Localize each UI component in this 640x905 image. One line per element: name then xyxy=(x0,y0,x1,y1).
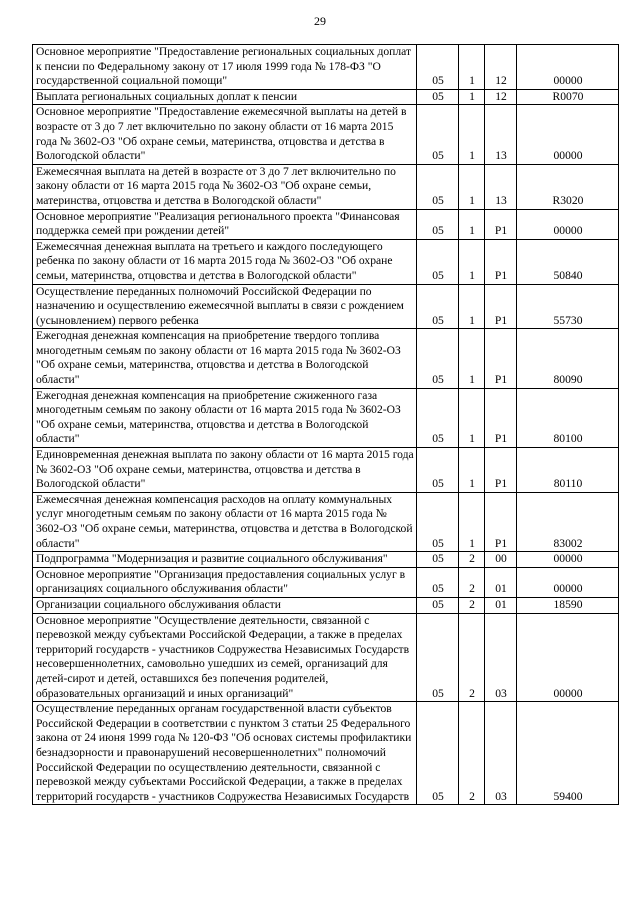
program-code: 2 xyxy=(459,597,485,613)
table-row xyxy=(33,492,619,551)
section-code: 05 xyxy=(417,702,459,805)
row-description: Основное мероприятие "Реализация регионального проекта "Финансовая поддержка семей при рождении детей" xyxy=(33,209,417,239)
table-row xyxy=(33,567,619,597)
program-code: 1 xyxy=(459,89,485,105)
table-body xyxy=(33,45,619,805)
table-row xyxy=(33,702,619,805)
page-number: 29 xyxy=(314,14,326,28)
subprogram-code: 13 xyxy=(485,105,517,164)
row-description: Подпрограмма "Модернизация и развитие социального обслуживания" xyxy=(33,552,417,568)
section-code: 05 xyxy=(417,552,459,568)
row-description: Ежемесячная денежная компенсация расходов на оплату коммунальных услуг многодетным семьям по закону области от 16 марта 2015 года № 3602-ОЗ "Об охране семьи, материнства, отцовства и детства в Вологодской области" xyxy=(33,492,417,551)
expense-direction-code: 80090 xyxy=(517,329,619,388)
expense-direction-code: 00000 xyxy=(517,105,619,164)
program-code: 2 xyxy=(459,613,485,702)
section-code: 05 xyxy=(417,284,459,329)
subprogram-code: 01 xyxy=(485,567,517,597)
row-description: Основное мероприятие "Осуществление деятельности, связанной с перевозкой между субъектами Российской Федерации, а также в пределах территорий государств - участников Содружества Независимых Государств несовершеннолетних, самовольно ушедших из семей, организаций для детей-сирот и детей, оставшихся без попечения родителей, образовательных организаций и иных организаций" xyxy=(33,613,417,702)
row-description: Единовременная денежная выплата по закону области от 16 марта 2015 года № 3602-ОЗ "Об охране семьи, материнства, отцовства и детства в Вологодской области" xyxy=(33,448,417,493)
program-code: 2 xyxy=(459,702,485,805)
subprogram-code: 01 xyxy=(485,597,517,613)
table-row xyxy=(33,105,619,164)
expense-direction-code: 18590 xyxy=(517,597,619,613)
row-description: Осуществление переданных полномочий Российской Федерации по назначению и осуществлению ежемесячной выплаты в связи с рождением (усыновлением) первого ребенка xyxy=(33,284,417,329)
subprogram-code: P1 xyxy=(485,329,517,388)
expense-direction-code: 00000 xyxy=(517,567,619,597)
subprogram-code: 12 xyxy=(485,45,517,90)
subprogram-code: P1 xyxy=(485,284,517,329)
table-row xyxy=(33,388,619,447)
section-code: 05 xyxy=(417,239,459,284)
subprogram-code: P1 xyxy=(485,448,517,493)
subprogram-code: 00 xyxy=(485,552,517,568)
section-code: 05 xyxy=(417,105,459,164)
section-code: 05 xyxy=(417,388,459,447)
section-code: 05 xyxy=(417,329,459,388)
subprogram-code: 03 xyxy=(485,702,517,805)
row-description: Ежегодная денежная компенсация на приобретение твердого топлива многодетным семьям по закону области от 16 марта 2015 года № 3602-ОЗ "Об охране семьи, материнства, отцовства и детства в Вологодской области" xyxy=(33,329,417,388)
program-code: 1 xyxy=(459,492,485,551)
section-code: 05 xyxy=(417,164,459,209)
table-row xyxy=(33,239,619,284)
program-code: 1 xyxy=(459,329,485,388)
program-code: 1 xyxy=(459,164,485,209)
section-code: 05 xyxy=(417,89,459,105)
program-code: 1 xyxy=(459,45,485,90)
expense-direction-code: 00000 xyxy=(517,613,619,702)
subprogram-code: P1 xyxy=(485,388,517,447)
row-description: Выплата региональных социальных доплат к пенсии xyxy=(33,89,417,105)
table-row xyxy=(33,89,619,105)
section-code: 05 xyxy=(417,45,459,90)
program-code: 1 xyxy=(459,284,485,329)
expense-direction-code: 59400 xyxy=(517,702,619,805)
expense-direction-code: 50840 xyxy=(517,239,619,284)
row-description: Осуществление переданных органам государственной власти субъектов Российской Федерации в соответствии с пунктом 3 статьи 25 Федерального закона от 24 июня 1999 года № 120-ФЗ "Об основах системы профилактики безнадзорности и правонарушений несовершеннолетних" полномочий Российской Федерации по осуществлению деятельности, связанной с перевозкой между субъектами Российской Федерации, а также в пределах территорий государств - участников Содружества Независимых Государств xyxy=(33,702,417,805)
expense-direction-code: 00000 xyxy=(517,45,619,90)
expense-direction-code: 80100 xyxy=(517,388,619,447)
table-row xyxy=(33,45,619,90)
subprogram-code: P1 xyxy=(485,239,517,284)
expense-direction-code: 55730 xyxy=(517,284,619,329)
expense-direction-code: R0070 xyxy=(517,89,619,105)
table-row xyxy=(33,329,619,388)
program-code: 1 xyxy=(459,105,485,164)
expense-direction-code: 80110 xyxy=(517,448,619,493)
row-description: Ежемесячная выплата на детей в возрасте от 3 до 7 лет включительно по закону области от 16 марта 2015 года № 3602-ОЗ "Об охране семьи, материнства, отцовства и детства в Вологодской области" xyxy=(33,164,417,209)
row-description: Основное мероприятие "Организация предоставления социальных услуг в организациях социального обслуживания области" xyxy=(33,567,417,597)
section-code: 05 xyxy=(417,209,459,239)
program-code: 2 xyxy=(459,567,485,597)
budget-classification-table xyxy=(32,44,619,805)
expense-direction-code: 00000 xyxy=(517,552,619,568)
table-row xyxy=(33,448,619,493)
row-description: Ежемесячная денежная выплата на третьего и каждого последующего ребенка по закону области от 16 марта 2015 года № 3602-ОЗ "Об охране семьи, материнства, отцовства и детства в Вологодской области" xyxy=(33,239,417,284)
expense-direction-code: 83002 xyxy=(517,492,619,551)
program-code: 1 xyxy=(459,448,485,493)
row-description: Организации социального обслуживания области xyxy=(33,597,417,613)
table-row xyxy=(33,613,619,702)
section-code: 05 xyxy=(417,448,459,493)
section-code: 05 xyxy=(417,597,459,613)
program-code: 1 xyxy=(459,388,485,447)
program-code: 2 xyxy=(459,552,485,568)
table-row xyxy=(33,284,619,329)
section-code: 05 xyxy=(417,492,459,551)
table-row xyxy=(33,552,619,568)
table-row xyxy=(33,209,619,239)
row-description: Основное мероприятие "Предоставление региональных социальных доплат к пенсии по Федеральному закону от 17 июля 1999 года № 178-ФЗ "О государственной социальной помощи" xyxy=(33,45,417,90)
program-code: 1 xyxy=(459,209,485,239)
table-row xyxy=(33,164,619,209)
expense-direction-code: 00000 xyxy=(517,209,619,239)
table-row xyxy=(33,597,619,613)
section-code: 05 xyxy=(417,613,459,702)
section-code: 05 xyxy=(417,567,459,597)
subprogram-code: 03 xyxy=(485,613,517,702)
subprogram-code: P1 xyxy=(485,492,517,551)
row-description: Ежегодная денежная компенсация на приобретение сжиженного газа многодетным семьям по закону области от 16 марта 2015 года № 3602-ОЗ "Об охране семьи, материнства, отцовства и детства в Вологодской области" xyxy=(33,388,417,447)
subprogram-code: 12 xyxy=(485,89,517,105)
subprogram-code: 13 xyxy=(485,164,517,209)
subprogram-code: P1 xyxy=(485,209,517,239)
row-description: Основное мероприятие "Предоставление ежемесячной выплаты на детей в возрасте от 3 до 7 лет включительно по закону области от 16 марта 2015 года № 3602-ОЗ "Об охране семьи, материнства, отцовства и детства в Вологодской области" xyxy=(33,105,417,164)
program-code: 1 xyxy=(459,239,485,284)
expense-direction-code: R3020 xyxy=(517,164,619,209)
